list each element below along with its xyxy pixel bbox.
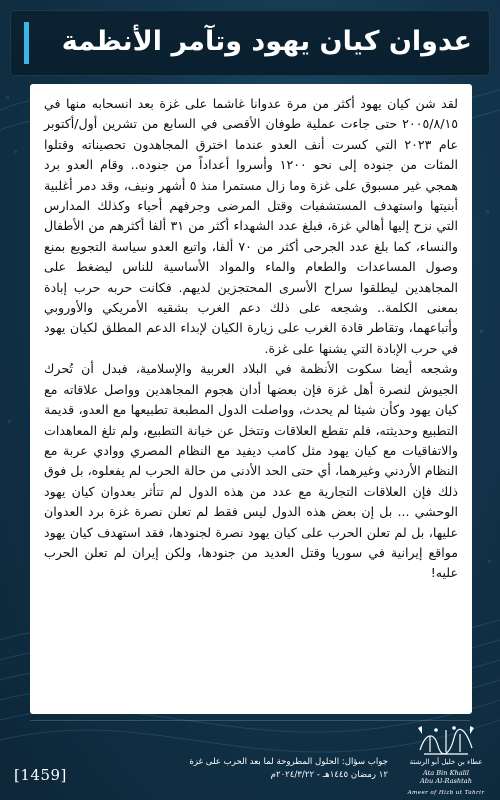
author-emblem [394, 724, 498, 800]
article-card [30, 84, 472, 714]
article-paragraph-2: وشجعه أيضا سكوت الأنظمة في البلاد العربية والإسلامية، فبدل أن تُحرك الجيوش لنصرة أهل غزة فإن بعضها أدان هجوم المجاهدين وواصل علاقاته مع كيان يهود وكأن شيئا لم يحدث، وواصلت الدول المطبعة تطبيعها مع العدو، قديمة التطبيع وحديثته، فلم تقطع العلاقات وتتخل عن خيانة التطبيع، ولم تلغ المعاهدات والاتفاقيات مع كيان يهود مثل كامب ديفيد مع النظام المصري ووادي عربة مع النظام الأردني وغيرهما، أي حتى الحد الأدنى من حالة الحرب لم يفعلوه، بل فوق ذلك فإن العلاقات التجارية مع عدد من هذه الدول لم تتأثر بعدوان كيان يهود الوحشي ... بل إن بعض هذه الدول ليس فقط لم تعلن نصرة غزة برد العدوان عليها، بل لم تعلن الحرب على كيان يهود نصرة لجنودها، فقد استهدف كيان يهود مواقع إيرانية في سوريا وقتل العديد من جنودها، ولكن إيران لم تعلن الحرب عليه! [44, 361, 458, 581]
emblem-subtitle: Ameer of Hizb ut Tahrir [407, 790, 485, 796]
page-number: [1459] [14, 766, 67, 784]
emblem-english-name-line2: Abu Al-Rashtah [420, 777, 472, 785]
calligraphy-seal-icon [416, 724, 476, 758]
footer-divider [30, 720, 470, 721]
source-citation [160, 756, 388, 782]
article-paragraph-1: لقد شن كيان يهود أكثر من مرة عدوانا غاشما على غزة بعد انسحابه منها في ٢٠٠٥/٨/١٥ حتى جاءت عملية طوفان الأقصى في السابع من تشرين أول/أكتوبر عام ٢٠٢٣ التي كسرت أنف العدو عندما اخترق المجاهدون تحصيناته وقتلوا المئات من جنوده إلى نحو ١٢٠٠ وأسروا أعداداً من جنوده.. وقام العدو برد همجي غير مسبوق على غزة وما زال مستمرا منذ ٥ أشهر ونيف، وقد دمر أغلبية أبنيتها واستهدف المستشفيات وقتل المرضى وجرفهم أحياء وكذلك المدارس التي نزح إليها أهالي غزة، فبلغ عدد الشهداء أكثر من ٣١ ألفا أكثرهم من الأطفال والنساء، كما بلغ عدد الجرحى أكثر من ٧٠ ألفا، واتبع العدو سياسة التجويع بمنع وصول المساعدات والطعام والماء والمواد الأساسية للناس ليضغط على المجاهدين ليطلقوا سراح الأسرى المحتجزين لديهم. فكانت حربه حرب إبادة بمعنى الكلمة.. وشجعه على ذلك دعم الغرب بشقيه الأمريكي والأوروبي وأتباعهما، وتقاطر قادة الغرب على زيارة الكيان لإبداء الدعم المطلق لكيان يهود في حرب الإبادة التي يشنها على غزة. [44, 96, 459, 356]
title-accent-bar [24, 22, 29, 64]
article-body [44, 94, 458, 584]
emblem-english-name [394, 769, 498, 785]
page-title: عدوان كيان يهود وتآمر الأنظمة [61, 26, 472, 57]
title-bar [10, 10, 490, 76]
emblem-arabic-name: عطاء بن خليل أبو الرشتة [409, 758, 483, 766]
emblem-english-name-line1: Ata Bin Khalil [422, 769, 470, 777]
source-title: جواب سؤال: الحلول المطروحة لما بعد الحرب على غزة [189, 757, 388, 767]
source-date: ١٢ رمضان ١٤٤٥هـ - ٢٠٢٤/٣/٢٢م [270, 770, 388, 780]
